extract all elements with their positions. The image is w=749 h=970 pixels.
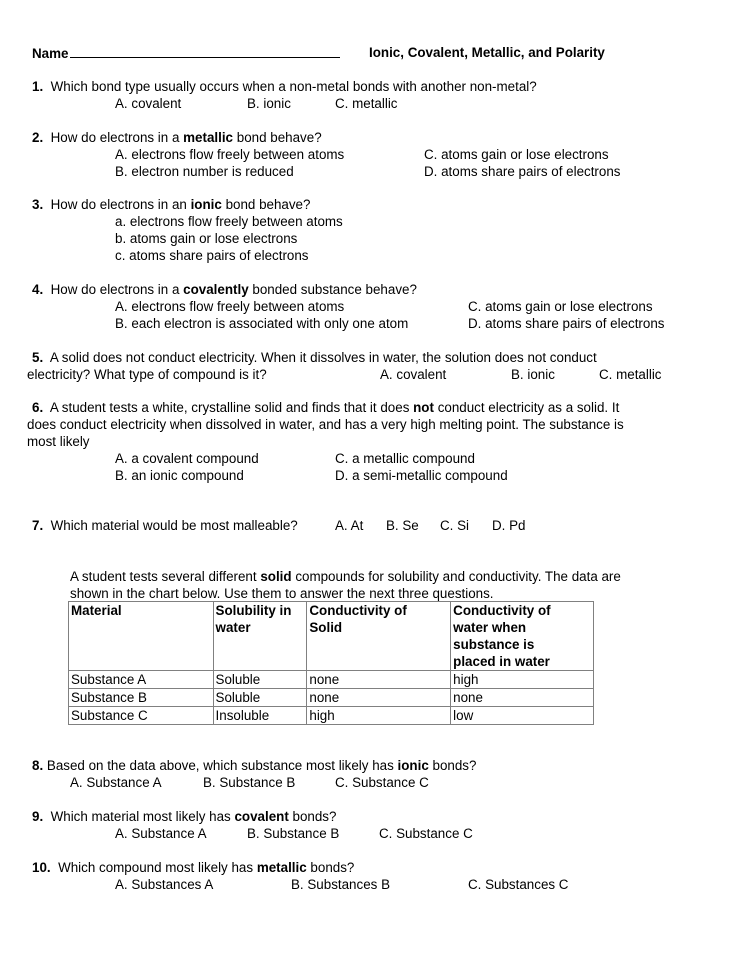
q5-option-b[interactable]: B. ionic — [511, 367, 555, 382]
q2-option-d[interactable]: D. atoms share pairs of electrons — [424, 164, 621, 179]
column-header: Solubility in water — [213, 602, 307, 671]
question-number: 5. — [32, 350, 44, 365]
q7-option-c[interactable]: C. Si — [440, 518, 470, 533]
table-row — [69, 689, 594, 707]
question-text: A student tests a white, crystalline solid and finds that it does — [49, 400, 410, 415]
column-header: Material — [69, 602, 214, 671]
intro-text: A student tests several different — [70, 569, 257, 584]
table-cell: Soluble — [213, 689, 307, 707]
q9-option-c[interactable]: C. Substance C — [379, 826, 473, 841]
q10-option-c[interactable]: C. Substances C — [468, 877, 569, 892]
question-text: Which material would be most malleable? — [50, 518, 298, 533]
q4-option-a[interactable]: A. electrons flow freely between atoms — [115, 299, 345, 314]
question-number: 10. — [32, 860, 51, 875]
table-intro — [70, 568, 621, 585]
table-cell: high — [451, 671, 594, 689]
question-text: Which bond type usually occurs when a non-metal bonds with another non-metal? — [50, 79, 537, 94]
q8-option-a[interactable]: A. Substance A — [70, 775, 162, 790]
name-blank[interactable] — [70, 44, 340, 58]
question-emphasis: metallic — [183, 130, 234, 145]
question-emphasis: covalently — [183, 282, 249, 297]
question-number: 8. — [32, 758, 44, 773]
intro-emphasis: solid — [260, 569, 292, 584]
question-7 — [32, 517, 298, 534]
column-header: Conductivity of Solid — [307, 602, 451, 671]
q1-option-b[interactable]: B. ionic — [247, 96, 291, 111]
table-cell: low — [451, 707, 594, 725]
q10-option-b[interactable]: B. Substances B — [291, 877, 390, 892]
question-text: How do electrons in an — [50, 197, 187, 212]
question-text: Which compound most likely has — [58, 860, 254, 875]
question-5 — [32, 349, 597, 366]
question-emphasis: ionic — [397, 758, 429, 773]
question-10 — [32, 859, 354, 876]
q2-option-c[interactable]: C. atoms gain or lose electrons — [424, 147, 609, 162]
question-number: 3. — [32, 197, 44, 212]
q5-option-c[interactable]: C. metallic — [599, 367, 662, 382]
q3-option-c[interactable]: c. atoms share pairs of electrons — [115, 248, 309, 263]
question-3 — [32, 196, 310, 213]
question-text: bond behave? — [236, 130, 322, 145]
question-text: How do electrons in a — [50, 130, 180, 145]
q5-option-a[interactable]: A. covalent — [380, 367, 447, 382]
question-text: A solid does not conduct electricity. When it dissolves in water, the solution does not conduct — [49, 350, 597, 365]
table-cell: Substance B — [69, 689, 214, 707]
page-title: Ionic, Covalent, Metallic, and Polarity — [369, 45, 605, 60]
q8-option-b[interactable]: B. Substance B — [203, 775, 296, 790]
q2-option-b[interactable]: B. electron number is reduced — [115, 164, 294, 179]
question-text: bonds? — [432, 758, 477, 773]
table-cell: none — [307, 671, 451, 689]
question-emphasis: metallic — [256, 860, 307, 875]
q9-option-a[interactable]: A. Substance A — [115, 826, 207, 841]
question-text: Based on the data above, which substance most likely has — [46, 758, 394, 773]
q7-option-b[interactable]: B. Se — [386, 518, 419, 533]
question-number: 2. — [32, 130, 44, 145]
question-text: bonds? — [310, 860, 355, 875]
question-6-line-2: does conduct electricity when dissolved in water, and has a very high melting point. The substance is — [27, 417, 624, 432]
question-number: 6. — [32, 400, 44, 415]
q6-option-b[interactable]: B. an ionic compound — [115, 468, 244, 483]
q4-option-b[interactable]: B. each electron is associated with only one atom — [115, 316, 409, 331]
name-field — [32, 44, 340, 62]
question-number: 1. — [32, 79, 44, 94]
q6-option-d[interactable]: D. a semi-metallic compound — [335, 468, 508, 483]
question-emphasis: not — [413, 400, 434, 415]
q6-option-c[interactable]: C. a metallic compound — [335, 451, 475, 466]
question-number: 7. — [32, 518, 44, 533]
question-number: 4. — [32, 282, 44, 297]
question-text: bonds? — [292, 809, 337, 824]
table-header-row — [69, 602, 594, 671]
table-cell: Soluble — [213, 671, 307, 689]
table-intro-line-2: shown in the chart below. Use them to answer the next three questions. — [70, 586, 494, 601]
q8-option-c[interactable]: C. Substance C — [335, 775, 429, 790]
question-9 — [32, 808, 336, 825]
intro-text: compounds for solubility and conductivity. The data are — [295, 569, 621, 584]
question-4 — [32, 281, 417, 298]
question-1 — [32, 78, 537, 95]
q10-option-a[interactable]: A. Substances A — [115, 877, 214, 892]
q7-option-d[interactable]: D. Pd — [492, 518, 526, 533]
q6-option-a[interactable]: A. a covalent compound — [115, 451, 259, 466]
q1-option-a[interactable]: A. covalent — [115, 96, 182, 111]
table-cell: Substance C — [69, 707, 214, 725]
q2-option-a[interactable]: A. electrons flow freely between atoms — [115, 147, 345, 162]
q1-option-c[interactable]: C. metallic — [335, 96, 398, 111]
question-text: bond behave? — [225, 197, 311, 212]
question-emphasis: ionic — [190, 197, 222, 212]
table-cell: none — [307, 689, 451, 707]
q4-option-d[interactable]: D. atoms share pairs of electrons — [468, 316, 665, 331]
question-text: How do electrons in a — [50, 282, 180, 297]
question-number: 9. — [32, 809, 44, 824]
question-text: bonded substance behave? — [252, 282, 417, 297]
q3-option-b[interactable]: b. atoms gain or lose electrons — [115, 231, 298, 246]
name-label: Name — [32, 46, 69, 61]
table-row — [69, 707, 594, 725]
question-5-line-2: electricity? What type of compound is it? — [27, 367, 267, 382]
table-row — [69, 671, 594, 689]
question-text: conduct electricity as a solid. It — [437, 400, 620, 415]
question-2 — [32, 129, 322, 146]
q7-option-a[interactable]: A. At — [335, 518, 364, 533]
column-header: Conductivity of water when substance is placed in water — [451, 602, 594, 671]
q3-option-a[interactable]: a. electrons flow freely between atoms — [115, 214, 343, 229]
question-text: Which material most likely has — [50, 809, 231, 824]
table-cell: Substance A — [69, 671, 214, 689]
data-table — [68, 601, 594, 725]
table-cell: none — [451, 689, 594, 707]
q4-option-c[interactable]: C. atoms gain or lose electrons — [468, 299, 653, 314]
question-6 — [32, 399, 619, 416]
table-cell: Insoluble — [213, 707, 307, 725]
question-8 — [32, 757, 476, 774]
q9-option-b[interactable]: B. Substance B — [247, 826, 340, 841]
table-cell: high — [307, 707, 451, 725]
question-emphasis: covalent — [234, 809, 289, 824]
question-6-line-3: most likely — [27, 434, 90, 449]
